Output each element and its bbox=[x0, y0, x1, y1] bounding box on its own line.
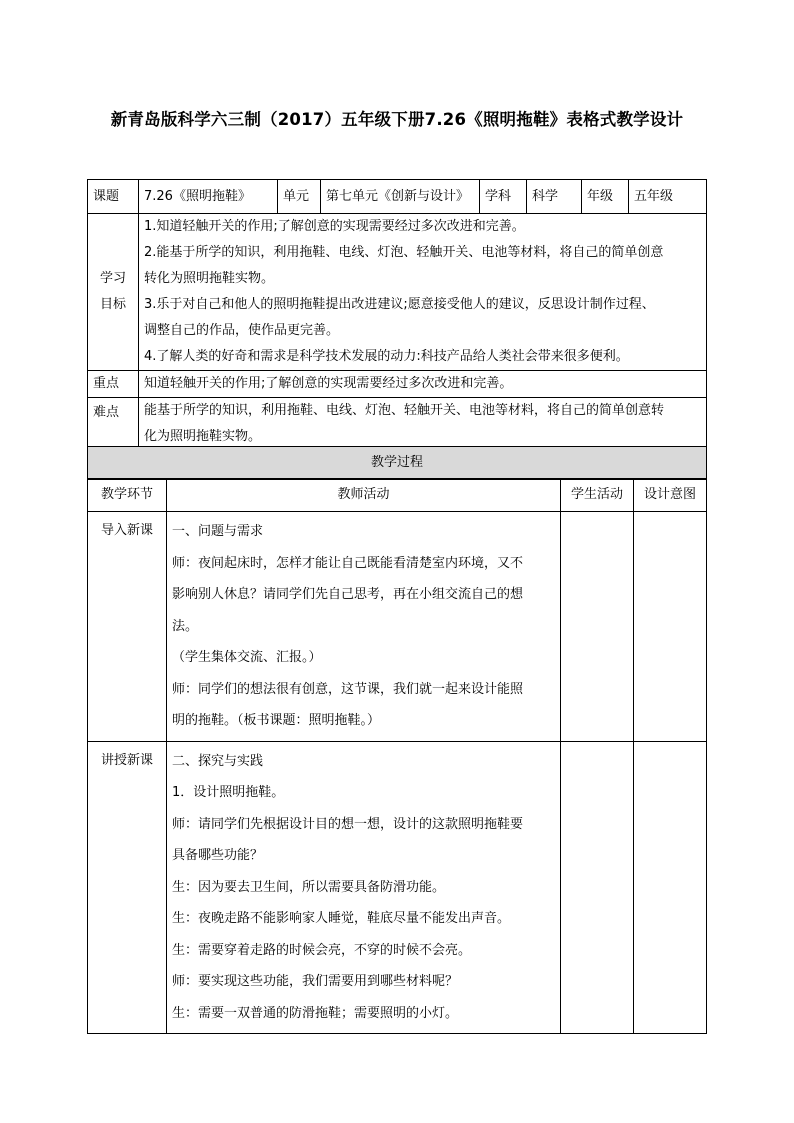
activity-line: 生：需要穿着走路的时候会亮，不穿的时候不会亮。 bbox=[172, 942, 472, 958]
subject-label: 学科 bbox=[480, 180, 527, 214]
objectives-content bbox=[139, 214, 707, 371]
teacher-activity bbox=[167, 512, 561, 742]
process-header-table bbox=[87, 446, 707, 480]
activity-line: 1．设计照明拖鞋。 bbox=[172, 785, 285, 800]
process-columns-row bbox=[88, 479, 707, 512]
objective-line: 2.能基于所学的知识，利用拖鞋、电线、灯泡、轻触开关、电池等材料，将自己的简单创意 bbox=[144, 245, 664, 260]
difficulty-line: 化为照明拖鞋实物。 bbox=[144, 429, 262, 444]
column-teacher: 教师活动 bbox=[167, 479, 561, 512]
key-point-label: 重点 bbox=[88, 371, 139, 398]
design-intent bbox=[634, 741, 707, 1034]
objectives-label-line2: 目标 bbox=[99, 297, 126, 312]
unit-value: 第七单元《创新与设计》 bbox=[321, 180, 480, 214]
teacher-activity bbox=[167, 741, 561, 1034]
process-header: 教学过程 bbox=[88, 447, 707, 480]
lesson-info-table bbox=[87, 179, 707, 451]
activity-line: 师：同学们的想法很有创意，这节课，我们就一起来设计能照 bbox=[172, 681, 524, 697]
objective-line: 调整自己的作品，使作品更完善。 bbox=[144, 323, 340, 338]
difficulty-label: 难点 bbox=[88, 398, 139, 451]
stage-row bbox=[88, 741, 707, 1034]
difficulty-line: 能基于所学的知识，利用拖鞋、电线、灯泡、轻触开关、电池等材料，将自己的简单创意转 bbox=[144, 403, 665, 418]
student-activity bbox=[561, 741, 634, 1034]
grade-value: 五年级 bbox=[629, 180, 707, 214]
activity-line: 二、探究与实践 bbox=[172, 753, 264, 769]
activity-line: 影响别人休息？请同学们先自己思考，再在小组交流自己的想 bbox=[172, 587, 524, 602]
activity-line: 具备哪些功能？ bbox=[172, 848, 264, 863]
design-intent bbox=[634, 512, 707, 742]
stage-name: 讲授新课 bbox=[88, 741, 167, 1034]
unit-label: 单元 bbox=[278, 180, 321, 214]
subject-value: 科学 bbox=[527, 180, 582, 214]
activity-line: 师：夜间起床时，怎样才能让自己既能看清楚室内环境，又不 bbox=[172, 555, 524, 571]
objectives-row bbox=[88, 214, 707, 371]
info-row bbox=[88, 180, 707, 214]
difficulty-content bbox=[139, 398, 707, 451]
page-title: 新青岛版科学六三制（2017）五年级下册7.26《照明拖鞋》表格式教学设计 bbox=[110, 110, 684, 129]
stage-row bbox=[88, 512, 707, 742]
column-design: 设计意图 bbox=[634, 479, 707, 512]
objective-line: 3.乐于对自己和他人的照明拖鞋提出改进建议;愿意接受他人的建议，反思设计制作过程、 bbox=[144, 297, 655, 312]
column-stage: 教学环节 bbox=[88, 479, 167, 512]
activity-line: 师：请同学们先根据设计目的想一想，设计的这款照明拖鞋要 bbox=[172, 816, 524, 832]
course-value: 7.26《照明拖鞋》 bbox=[139, 180, 278, 214]
activity-line: （学生集体交流、汇报。） bbox=[172, 650, 322, 665]
key-point-text: 知道轻触开关的作用;了解创意的实现需要经过多次改进和完善。 bbox=[139, 371, 707, 398]
grade-label: 年级 bbox=[582, 180, 629, 214]
objectives-label bbox=[88, 214, 139, 371]
column-student: 学生活动 bbox=[561, 479, 634, 512]
activity-line: 法。 bbox=[172, 618, 199, 634]
activity-line: 明的拖鞋。（板书课题：照明拖鞋。） bbox=[172, 713, 381, 728]
stage-name: 导入新课 bbox=[88, 512, 167, 742]
activity-line: 一、问题与需求 bbox=[172, 524, 264, 539]
key-point-row bbox=[88, 371, 707, 398]
student-activity bbox=[561, 512, 634, 742]
activity-line: 生：夜晚走路不能影响家人睡觉，鞋底尽量不能发出声音。 bbox=[172, 911, 511, 926]
activity-line: 生：需要一双普通的防滑拖鞋；需要照明的小灯。 bbox=[172, 1005, 459, 1021]
process-table bbox=[87, 478, 707, 1034]
objective-line: 转化为照明拖鞋实物。 bbox=[144, 271, 275, 286]
activity-line: 师：要实现这些功能，我们需要用到哪些材料呢？ bbox=[172, 974, 459, 989]
difficulty-row bbox=[88, 398, 707, 451]
objective-line: 1.知道轻触开关的作用;了解创意的实现需要经过多次改进和完善。 bbox=[144, 219, 525, 234]
objectives-label-line1: 学习 bbox=[99, 271, 126, 286]
objective-line: 4.了解人类的好奇和需求是科学技术发展的动力:科技产品给人类社会带来很多便利。 bbox=[144, 349, 629, 364]
activity-line: 生：因为要去卫生间，所以需要具备防滑功能。 bbox=[172, 879, 446, 895]
course-label: 课题 bbox=[88, 180, 139, 214]
